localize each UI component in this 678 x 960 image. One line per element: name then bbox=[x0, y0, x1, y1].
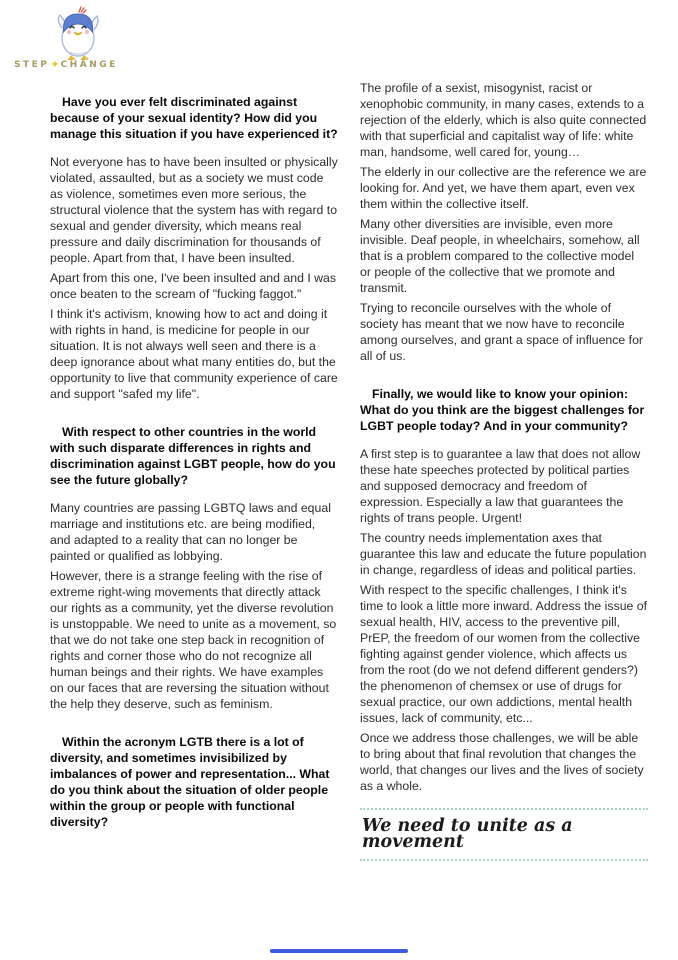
answer-paragraph: Not everyone has to have been insulted or physically violated, assaulted, but as a society we must code as violence, sometimes even more serious, the structural violence that the system has with regard to sexual and gender diversity, which means real pressure and daily discrimination for thousands of people. Apart from that, I have been insulted. bbox=[50, 155, 338, 265]
left-column bbox=[50, 80, 338, 861]
answer-paragraph: However, there is a strange feeling with the rise of extreme right-wing movements that directly attack our rights as a community, yet the diverse revolution is unstoppable. We need to unite as a movement, so that we do not take one step back in recognition of rights and corner those who do not recognize all human beings and their rights. We have examples on our faces that are reversing the situation without the help they deserve, such as feminism. bbox=[50, 569, 337, 711]
bottom-accent-bar bbox=[270, 949, 408, 953]
brand-name bbox=[14, 58, 134, 71]
answer-paragraph: The profile of a sexist, misogynist, racist or xenophobic community, in many cases, extends to a rejection of the elderly, which is also quite connected with that superficial and capitalist way of life: white man, handsome, well cared for, young… bbox=[360, 81, 647, 159]
star-icon: ✦ bbox=[50, 58, 60, 71]
penguin-mascot-icon bbox=[50, 6, 108, 60]
brand-name-left: STEP bbox=[14, 59, 50, 70]
answer-paragraph: Many other diversities are invisible, even more invisible. Deaf people, in wheelchairs, somehow, all that is a problem compared to the collective model or people of the collective that we promote and transmit. bbox=[360, 217, 640, 295]
answer-paragraph: Once we address those challenges, we will be able to bring about that final revolution that changes the world, that changes our lives and the lives of society as a whole. bbox=[360, 731, 644, 793]
article-columns bbox=[50, 80, 648, 861]
interview-question-4: Finally, we would like to know your opinion: What do you think are the biggest challenges for LGBT people today? And in your community? bbox=[360, 387, 645, 433]
interview-question-2: With respect to other countries in the world with such disparate differences in rights and discrimination against LGBT people, how do you see the future globally? bbox=[50, 425, 336, 487]
pull-quote: We need to unite as a movement bbox=[360, 808, 648, 861]
interview-question-1: Have you ever felt discriminated against because of your sexual identity? How did you manage this situation if you have experienced it? bbox=[50, 95, 338, 141]
brand-name-right: CHANGE bbox=[60, 59, 118, 70]
answer-paragraph: A first step is to guarantee a law that does not allow these hate speeches protected by political parties and supposed democracy and freedom of expression. Especially a law that guarantees the rights of trans people. Urgent! bbox=[360, 447, 641, 525]
answer-paragraph: Trying to reconcile ourselves with the whole of society has meant that we now have to reconcile among ourselves, and grant a space of influence for all of us. bbox=[360, 301, 644, 363]
answer-paragraph: I think it's activism, knowing how to act and doing it with rights in hand, is medicine for people in our situation. It is not always well seen and there is a deep ignorance about what many entities do, but the opportunity to live that community experience of care and support "safed my life". bbox=[50, 307, 338, 401]
answer-paragraph: The country needs implementation axes that guarantee this law and educate the future population in change, regardless of ideas and political parties. bbox=[360, 531, 647, 577]
brand-logo bbox=[14, 6, 134, 71]
interview-question-3: Within the acronym LGTB there is a lot of diversity, and sometimes invisibilized by imbalances of power and representation... What do you think about the situation of older people within the group or people with functional diversity? bbox=[50, 735, 330, 829]
answer-paragraph: With respect to the specific challenges, I think it's time to look a little more inward. Address the issue of sexual health, HIV, access to the preventive pill, PrEP, the freedom of our women from the collective fighting against gender violence, which affects us from the root (do we not defend different genders?) the phenomenon of chemsex or use of drugs for sexual practice, our own addictions, mental health issues, lack of community, etc... bbox=[360, 583, 648, 725]
right-column bbox=[360, 80, 648, 861]
answer-paragraph: The elderly in our collective are the reference we are looking for. And yet, we have them apart, even vex them within the collective itself. bbox=[360, 165, 647, 211]
answer-paragraph: Apart from this one, I've been insulted and and I was once beaten to the scream of "fucking faggot." bbox=[50, 271, 337, 301]
answer-paragraph: Many countries are passing LGBTQ laws and equal marriage and institutions etc. are being modified, and adapted to a reality that can no longer be painted or qualified as lobbying. bbox=[50, 501, 331, 563]
